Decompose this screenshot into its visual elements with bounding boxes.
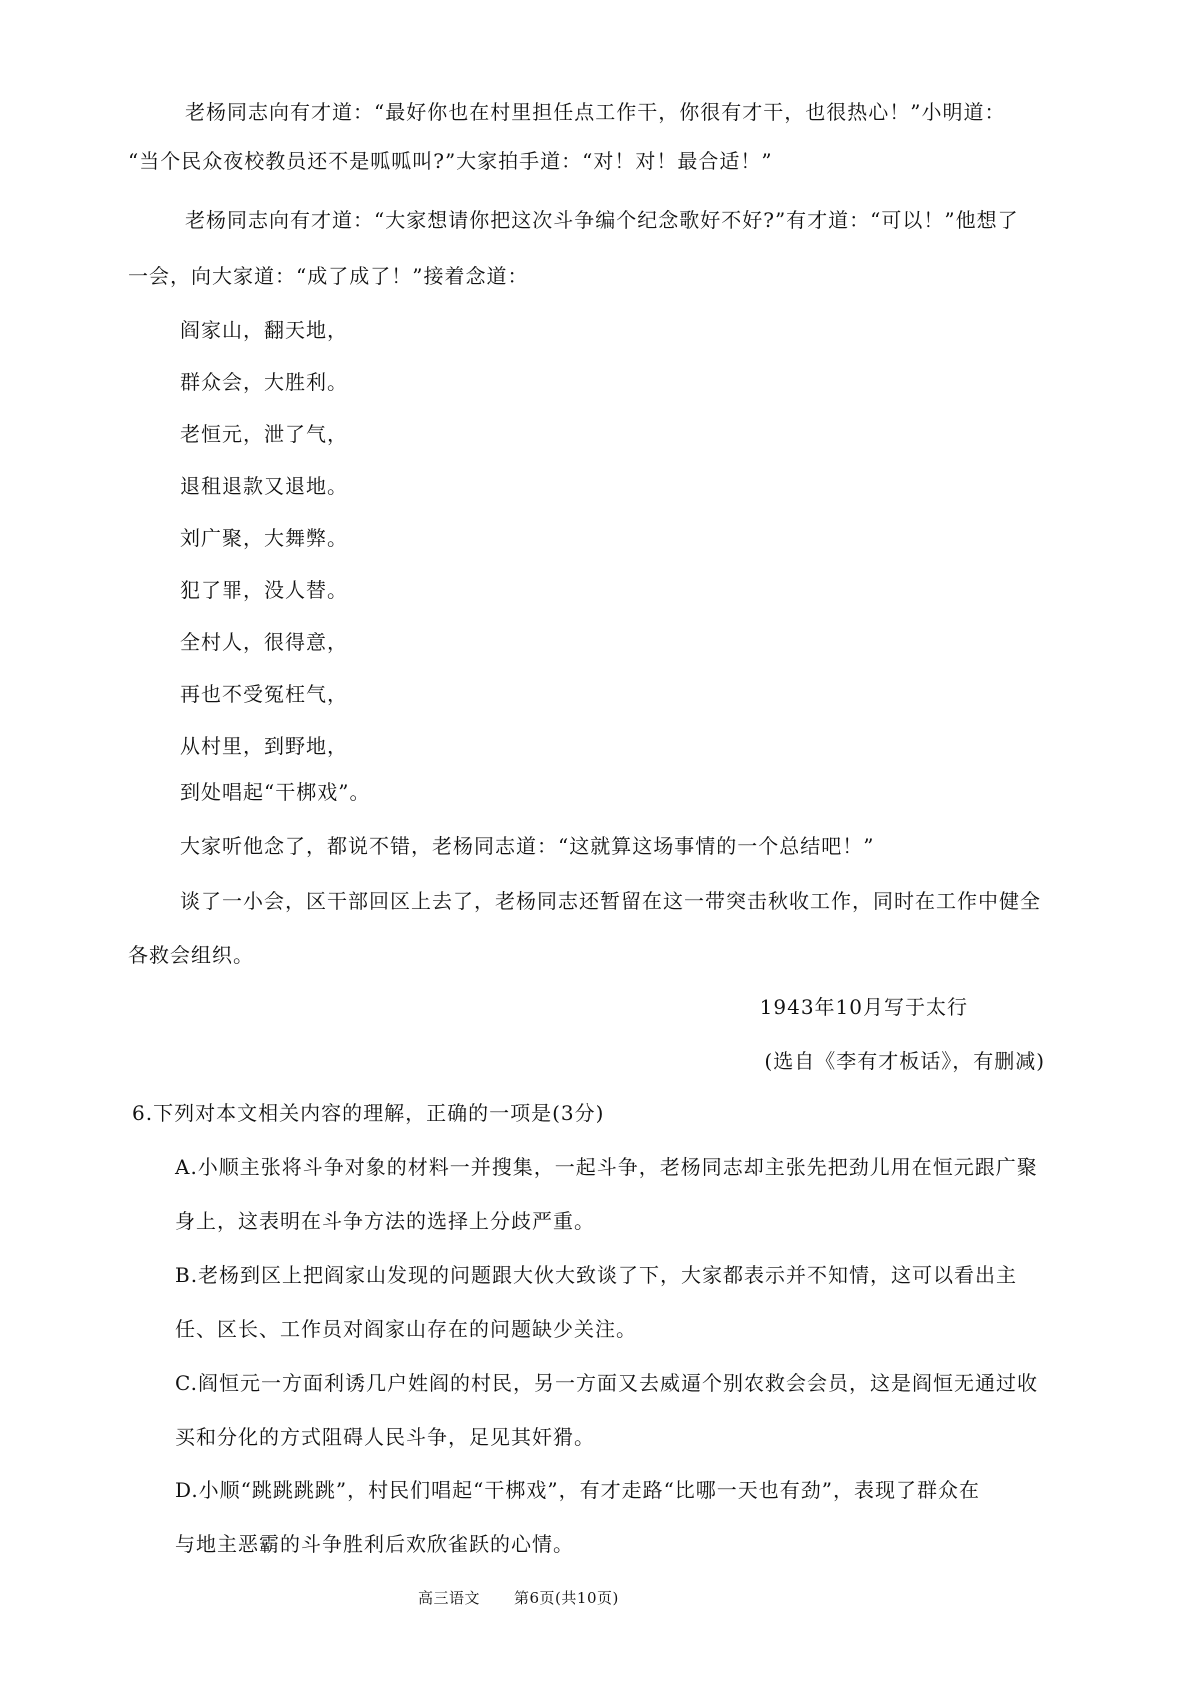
option-c-line: C.阎恒元一方面利诱几户姓阎的村民，另一方面又去威逼个别农救会会员，这是阎恒无通过收 <box>175 1371 1038 1395</box>
paragraph-line: “当个民众夜校教员还不是呱呱叫?”大家拍手道：“对！对！最合适！” <box>128 149 773 173</box>
option-c-line: 买和分化的方式阻碍人民斗争，足见其奸猾。 <box>175 1425 595 1449</box>
option-d-line: D.小顺“跳跳跳跳”，村民们唱起“干梆戏”，有才走路“比哪一天也有劲”，表现了群众在 <box>175 1478 981 1502</box>
footer-subject: 高三语文 <box>418 1589 481 1607</box>
footer-page-info: 第6页(共10页) <box>514 1589 619 1607</box>
option-d-line: 与地主恶霸的斗争胜利后欢欣雀跃的心情。 <box>175 1532 574 1556</box>
paragraph-line: 老杨同志向有才道：“大家想请你把这次斗争编个纪念歌好不好?”有才道：“可以！”他想了 <box>185 208 1019 232</box>
date-line: 1943年10月写于太行 <box>759 995 968 1019</box>
paragraph-line: 大家听他念了，都说不错，老杨同志道：“这就算这场事情的一个总结吧！” <box>180 834 875 858</box>
poem-line: 犯了罪，没人替。 <box>180 578 348 602</box>
paragraph-line: 老杨同志向有才道：“最好你也在村里担任点工作干，你很有才干，也很热心！”小明道： <box>185 100 1006 124</box>
option-b-line: 任、区长、工作员对阎家山存在的问题缺少关注。 <box>175 1317 637 1341</box>
poem-line: 再也不受冤枉气， <box>180 682 348 706</box>
poem-line: 刘广聚，大舞弊。 <box>180 526 348 550</box>
question-stem: 6.下列对本文相关内容的理解，正确的一项是(3分) <box>132 1101 605 1125</box>
source-line: (选自《李有才板话》，有删减) <box>764 1049 1045 1073</box>
poem-line: 群众会，大胜利。 <box>180 370 348 394</box>
poem-line: 全村人，很得意， <box>180 630 348 654</box>
poem-line: 到处唱起“干梆戏”。 <box>180 780 371 804</box>
poem-line: 从村里，到野地， <box>180 734 348 758</box>
poem-line: 阎家山，翻天地， <box>180 318 348 342</box>
paragraph-line: 各救会组织。 <box>128 943 254 967</box>
poem-line: 退租退款又退地。 <box>180 474 348 498</box>
paragraph-line: 谈了一小会，区干部回区上去了，老杨同志还暂留在这一带突击秋收工作，同时在工作中健全 <box>180 889 1041 913</box>
option-a-line: 身上，这表明在斗争方法的选择上分歧严重。 <box>175 1209 595 1233</box>
option-a-line: A.小顺主张将斗争对象的材料一并搜集，一起斗争，老杨同志却主张先把劲儿用在恒元跟广聚 <box>175 1155 1038 1179</box>
poem-line: 老恒元，泄了气， <box>180 422 348 446</box>
paragraph-line: 一会，向大家道：“成了成了！”接着念道： <box>128 264 529 288</box>
option-b-line: B.老杨到区上把阎家山发现的问题跟大伙大致谈了下，大家都表示并不知情，这可以看出主 <box>175 1263 1018 1287</box>
